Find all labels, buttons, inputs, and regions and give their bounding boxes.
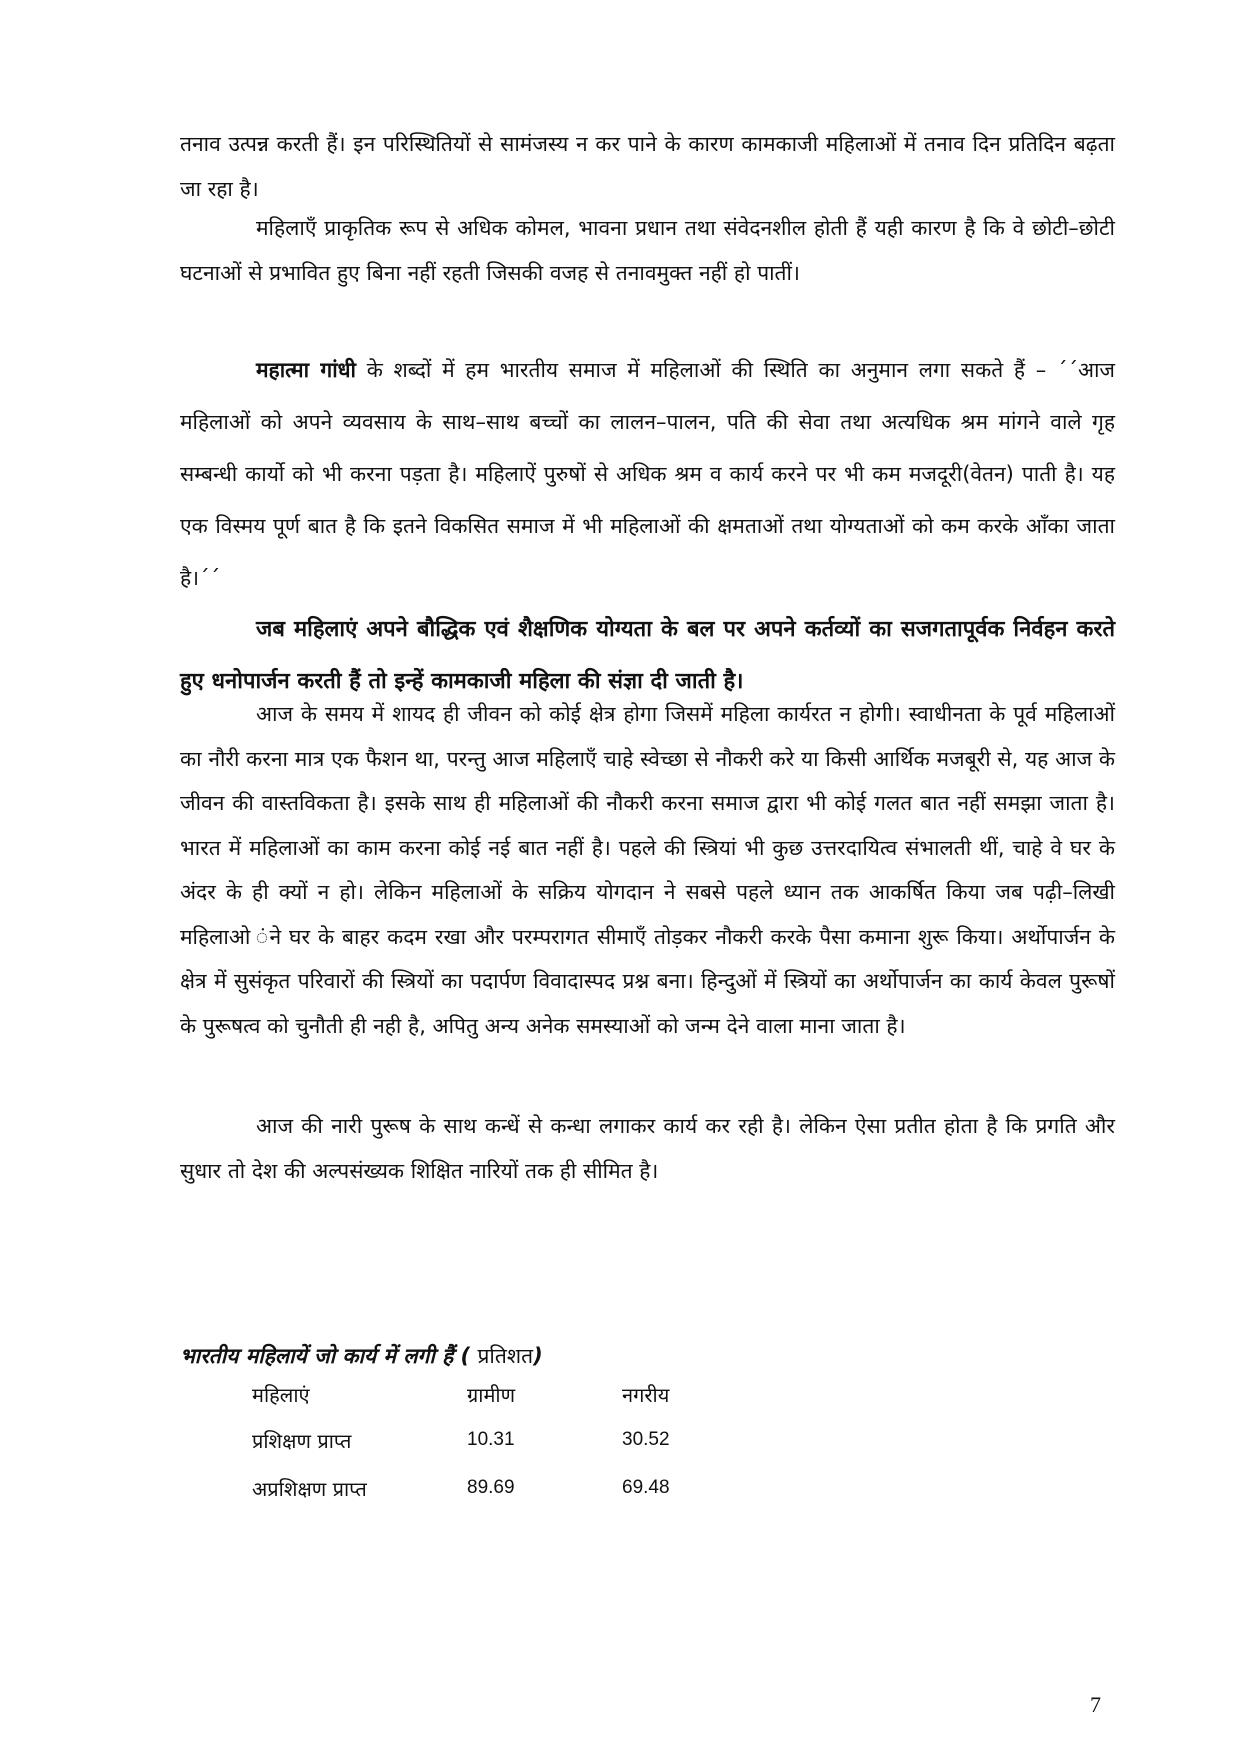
untrained-urban-value: 69.48 — [622, 1477, 670, 1498]
gandhi-name: महात्मा गांधी — [256, 358, 356, 382]
row-label-trained: प्रशिक्षण प्राप्त — [252, 1428, 352, 1453]
table-title — [180, 1342, 543, 1370]
table-title-percent: प्रतिशत — [477, 1344, 534, 1368]
paragraph-gandhi-quote — [180, 344, 1115, 604]
header-urban: नगरीय — [622, 1382, 670, 1407]
row-label-untrained: अप्रशिक्षण प्राप्त — [252, 1476, 367, 1501]
trained-urban-value: 30.52 — [622, 1429, 670, 1450]
table-title-bracket-close: ) — [533, 1344, 543, 1368]
table-row — [252, 1416, 742, 1464]
header-women: महिलाएं — [252, 1382, 310, 1407]
table-title-text: भारतीय महिलायें जो कार्य में लगी हैं — [180, 1344, 454, 1368]
table-row — [252, 1464, 742, 1512]
paragraph-stress-continuation: तनाव उत्पन्न करती हैं। इन परिस्थितियों से सामंजस्य न कर पाने के कारण कामकाजी महिलाओं में तनाव दिन प्रतिदिन बढ़ता जा रहा है। — [180, 132, 1115, 201]
paragraph-women-employment: आज के समय में शायद ही जीवन को कोई क्षेत्र होगा जिसमें महिला कार्यरत न होगी। स्वाधीनता के पूर्व महिलाओं का नौरी करना मात्र एक फैशन था, परन्तु आज महिलाएँ चाहे स्वेच्छा से नौकरी करे या किसी आर्थिक मजबूरी से, यह आज के जीवन की वास्तविकता है। इसके साथ ही महिलाओं की नौकरी करना समाज द्वारा भी कोई गलत बात नहीं समझा जाता है। भारत में महिलाओं का काम करना कोई नई बात नहीं है। पहले की स्त्रियां भी कुछ उत्तरदायित्व संभालती थीं, चाहे वे घर के अंदर के ही क्यों न हो। लेकिन महिलाओं के सक्रिय योगदान ने सबसे पहले ध्यान तक आकर्षित किया जब पढ़ी–लिखी महिलाओ ंने घर के बाहर कदम रखा और परम्परागत सीमाएँ तोड़कर नौकरी करके पैसा कमाना शुरू किया। अर्थोपार्जन के क्षेत्र में सुसंकृत परिवारों की स्त्रियों का पदार्पण विवादास्पद प्रश्न बना। हिन्दुओं में स्त्रियों का अर्थोपार्जन का कार्य केवल पुरूषों के पुरूषत्व को चुनौती ही नही है, अपितु अन्य अनेक समस्याओं को जन्म देने वाला माना जाता है। — [180, 702, 1115, 1038]
gandhi-quote-text: के शब्दों में हम भारतीय समाज में महिलाओं की स्थिति का अनुमान लगा सकते हैं – ´´आज महिलाओं को अपने व्यवसाय के साथ–साथ बच्चों का लालन–पालन, पति की सेवा तथा अत्यधिक श्रम मांगने वाले गृह सम्बन्धी कार्यो को भी करना पड़ता है। महिलाऐं पुरुषों से अधिक श्रम व कार्य करने पर भी कम मजदूरी(वेतन) पाती है। यह एक विस्मय पूर्ण बात है कि इतने विकसित समाज में भी महिलाओं की क्षमताओं तथा योग्यताओं को कम करके आँका जाता है।´´ — [180, 358, 1115, 590]
trained-rural-value: 10.31 — [467, 1429, 515, 1450]
table-title-bracket-open: ( — [453, 1344, 478, 1368]
women-work-table — [252, 1372, 742, 1512]
header-rural: ग्रामीण — [467, 1382, 516, 1407]
paragraph-women-sensitivity: महिलाएँ प्राकृतिक रूप से अधिक कोमल, भावना प्रधान तथा संवेदनशील होती हैं यही कारण है कि वे छोटी–छोटी घटनाओं से प्रभावित हुए बिना नहीं रहती जिसकी वजह से तनावमुक्त नहीं हो पातीं। — [180, 216, 1115, 285]
untrained-rural-value: 89.69 — [467, 1477, 515, 1498]
paragraph-working-woman-definition: जब महिलाएं अपने बौद्धिक एवं शैक्षणिक योग्यता के बल पर अपने कर्तव्यों का सजगतापूर्वक निर्वहन करते हुए धनोपार्जन करती हैं तो इन्हें कामकाजी महिला की संज्ञा दी जाती है। — [180, 617, 1115, 694]
paragraph-progress-limited: आज की नारी पुरूष के साथ कन्धें से कन्धा लगाकर कार्य कर रही है। लेकिन ऐसा प्रतीत होता है कि प्रगति और सुधार तो देश की अल्पसंख्यक शिक्षित नारियों तक ही सीमित है। — [180, 1114, 1115, 1183]
table-header-row — [252, 1372, 742, 1416]
page-number: 7 — [1090, 1692, 1101, 1717]
